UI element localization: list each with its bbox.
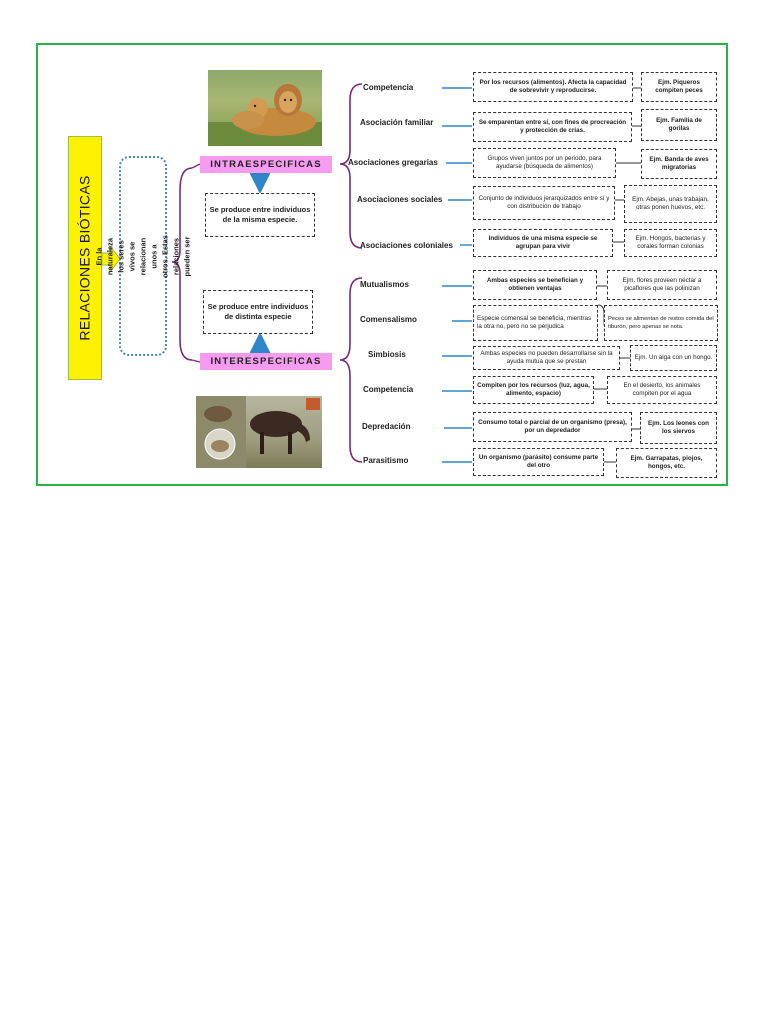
intra-row-example-text: Ejm. Familia de gorilas — [656, 116, 702, 132]
inter-row-desc — [473, 305, 598, 341]
intra-row-example-text: Ejm. Abejas, unas trabajan, otras ponen huevos, etc. — [632, 195, 709, 211]
intra-row-desc-text: Conjunto de individuos jerarquizados entre sí y con distribución de trabajo — [478, 194, 610, 210]
lions-photo — [208, 70, 322, 146]
intra-row-desc-text: Por los recursos (alimentos). Afecta la capacidad de sobrevivir y reproducirse. — [479, 78, 627, 94]
inter-row-name: Simbiosis — [368, 350, 406, 359]
inter-row-example-text: Ejm. flores proveen néctar a picaflores que las polinizan — [622, 276, 702, 292]
inter-row-desc-text: Ambas especies se benefician y obtienen ventajas — [486, 276, 584, 292]
inter-row-desc — [473, 346, 620, 370]
inter-row-example-text: Ejm. Garrapatas, piojos, hongos, etc. — [630, 454, 703, 470]
intra-row-example-text: Ejm. Piqueros compiten peces — [655, 78, 703, 94]
intraespecificas-label — [200, 156, 332, 173]
title-text: RELACIONES BIÓTICAS — [77, 175, 93, 341]
intra-description-text: Se produce entre individuos de la misma especie. — [209, 205, 311, 224]
inter-row-desc-text: Especie comensal se beneficia, mientras la otra no, pero no se perjudica — [477, 314, 592, 330]
inter-description — [203, 290, 313, 334]
intra-row-desc-text: Se emparentan entre sí, con fines de procreación y protección de crías. — [478, 118, 627, 134]
intra-row-name: Asociaciones coloniales — [360, 241, 453, 250]
inter-row-name: Comensalismo — [360, 315, 417, 324]
inter-row-name: Mutualismos — [360, 280, 409, 289]
inter-row-example — [607, 270, 717, 300]
tapir-illustration — [196, 396, 322, 468]
inter-brace — [340, 278, 362, 462]
intro-text: En la naturaleza los seres vivos se relacionan unos a otros. Estas relaciones pueden ser — [94, 234, 192, 278]
inter-row-connectors — [442, 286, 472, 462]
intra-row-example — [624, 185, 717, 223]
inter-row-example — [640, 412, 717, 444]
intra-row-desc — [473, 112, 632, 142]
inter-row-desc-text: Ambas especies no pueden desarrollarse sin la ayuda mutua que se prestan — [480, 349, 613, 365]
inter-row-desc — [473, 448, 604, 476]
intra-row-example — [641, 149, 717, 179]
intra-label-text: INTRAESPECIFICAS — [210, 159, 322, 170]
intra-row-example-text: Ejm. Hongos, bacterias y corales forman colonias — [635, 234, 706, 250]
inter-label-text: INTERESPECIFICAS — [210, 356, 322, 367]
inter-row-desc-text: Consumo total o parcial de un organismo (presa), por un depredador — [478, 418, 627, 434]
inter-row-name: Competencia — [363, 385, 414, 394]
intra-row-name: Asociaciones sociales — [357, 195, 443, 204]
intra-row-desc-text: Grupos viven juntos por un periodo, para ayudarse (búsqueda de alimentos) — [487, 154, 602, 170]
inter-row-example-text: Peces se alimentan de restos comida del tiburón, pero apenas se nota. — [608, 315, 714, 330]
intra-row-example — [624, 229, 717, 257]
inter-row-desc-text: Un organismo (parásito) consume parte del otro — [478, 453, 599, 469]
intra-row-desc — [473, 186, 615, 220]
intra-row-desc — [473, 72, 633, 102]
inter-row-desc — [473, 376, 594, 404]
inter-row-example — [630, 345, 717, 371]
intra-row-example — [641, 72, 717, 102]
intro-box — [94, 156, 192, 356]
inter-row-example — [616, 448, 717, 478]
inter-row-example-text: En el desierto, los animales compiten por el agua — [623, 381, 701, 397]
intra-row-name: Asociación familiar — [360, 118, 434, 127]
intra-row-name: Competencia — [363, 83, 414, 92]
inter-row-name: Depredación — [362, 422, 411, 431]
inter-row-desc — [473, 270, 597, 300]
intra-row-connectors — [442, 88, 472, 245]
tapir-photo — [196, 396, 322, 468]
inter-row-desc-text: Compiten por los recursos (luz, agua, alimento, espacio) — [477, 381, 590, 397]
inter-row-example — [604, 305, 718, 341]
inter-row-example-text: Ejm. Los leones con los siervos — [648, 419, 709, 435]
inter-description-text: Se produce entre individuos de distinta especie — [207, 302, 309, 321]
intra-row-name: Asociaciones gregarias — [348, 158, 438, 167]
intra-description — [205, 193, 315, 237]
inter-row-example-text: Ejm. Un alga con un hongo. — [634, 353, 713, 361]
inter-row-example — [607, 376, 717, 404]
interespecificas-label — [200, 353, 332, 370]
intra-row-desc — [473, 229, 613, 257]
lions-illustration — [208, 70, 322, 146]
intra-row-desc — [473, 148, 616, 178]
inter-row-desc — [473, 412, 632, 442]
intra-row-example-text: Ejm. Banda de aves migratorias — [649, 155, 709, 171]
intra-row-example — [641, 109, 717, 141]
intra-row-desc-text: Individuos de una misma especie se agrupan para vivir — [488, 234, 598, 250]
inter-row-name: Parasitismo — [363, 456, 409, 465]
